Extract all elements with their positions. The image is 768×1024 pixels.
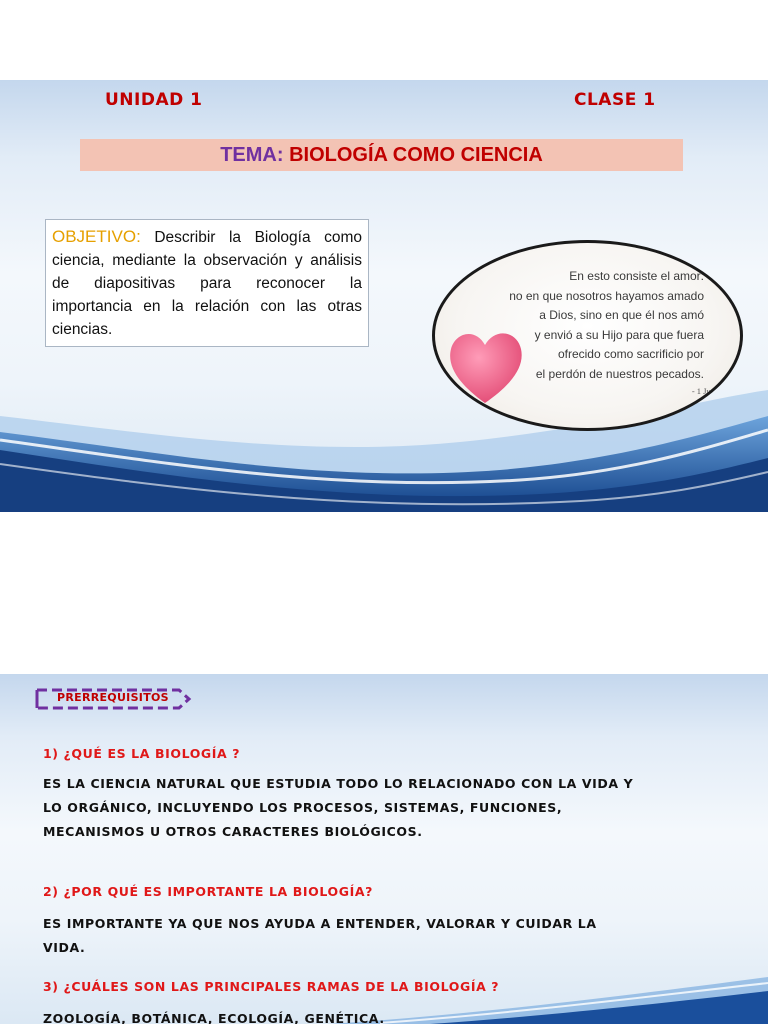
- verse-line: En esto consiste el amor:: [569, 269, 704, 283]
- answer-2: ES IMPORTANTE YA QUE NOS AYUDA A ENTENDER, VALORAR Y CUIDAR LA VIDA.: [43, 916, 597, 955]
- verse-line: no en que nosotros hayamos amado: [509, 288, 704, 303]
- question-3: 3) ¿CUÁLES SON LAS PRINCIPALES RAMAS DE LA BIOLOGÍA ?: [43, 979, 500, 994]
- verse-text: [474, 267, 704, 384]
- slide-2: [0, 674, 768, 1024]
- topic-title: BIOLOGÍA COMO CIENCIA: [289, 144, 543, 166]
- prerequisites-tag: [35, 687, 187, 711]
- bible-verse-image: [432, 240, 743, 431]
- objective-text: Describir la Biología como ciencia, mediante la observación y análisis de diapositivas para reconocer la importancia en la relación con las otras ciencias.: [52, 229, 363, 338]
- verse-line: ofrecido como sacrificio por: [557, 347, 704, 361]
- slide-1: [0, 80, 768, 512]
- prerequisites-label: PRERREQUISITOS: [57, 691, 169, 704]
- objective-box: [45, 219, 369, 347]
- objective-label: OBJETIVO:: [52, 227, 141, 246]
- unit-label: UNIDAD 1: [105, 90, 203, 110]
- topic-banner: [80, 139, 683, 171]
- verse-line: el perdón de nuestros pecados.: [535, 366, 704, 381]
- verse-reference: - 1 Juan 4:10: [691, 386, 736, 396]
- verse-line: y envió a su Hijo para que fuera: [534, 327, 704, 342]
- question-2: 2) ¿POR QUÉ ES IMPORTANTE LA BIOLOGÍA?: [43, 884, 373, 899]
- answer-3: ZOOLOGÍA, BOTÁNICA, ECOLOGÍA, GENÉTICA.: [43, 1011, 385, 1024]
- verse-line: a Dios, sino en que él nos amó: [539, 308, 704, 322]
- question-1: 1) ¿QUÉ ES LA BIOLOGÍA ?: [43, 746, 241, 761]
- answer-1: ES LA CIENCIA NATURAL QUE ESTUDIA TODO LO RELACIONADO CON LA VIDA Y LO ORGÁNICO, INCLUYENDO LOS PROCESOS, SISTEMAS, FUNCIONES, MECANISMOS U OTROS CARACTERES BIOLÓGICOS.: [43, 776, 634, 839]
- topic-label: TEMA:: [220, 144, 284, 166]
- class-label: CLASE 1: [574, 90, 656, 110]
